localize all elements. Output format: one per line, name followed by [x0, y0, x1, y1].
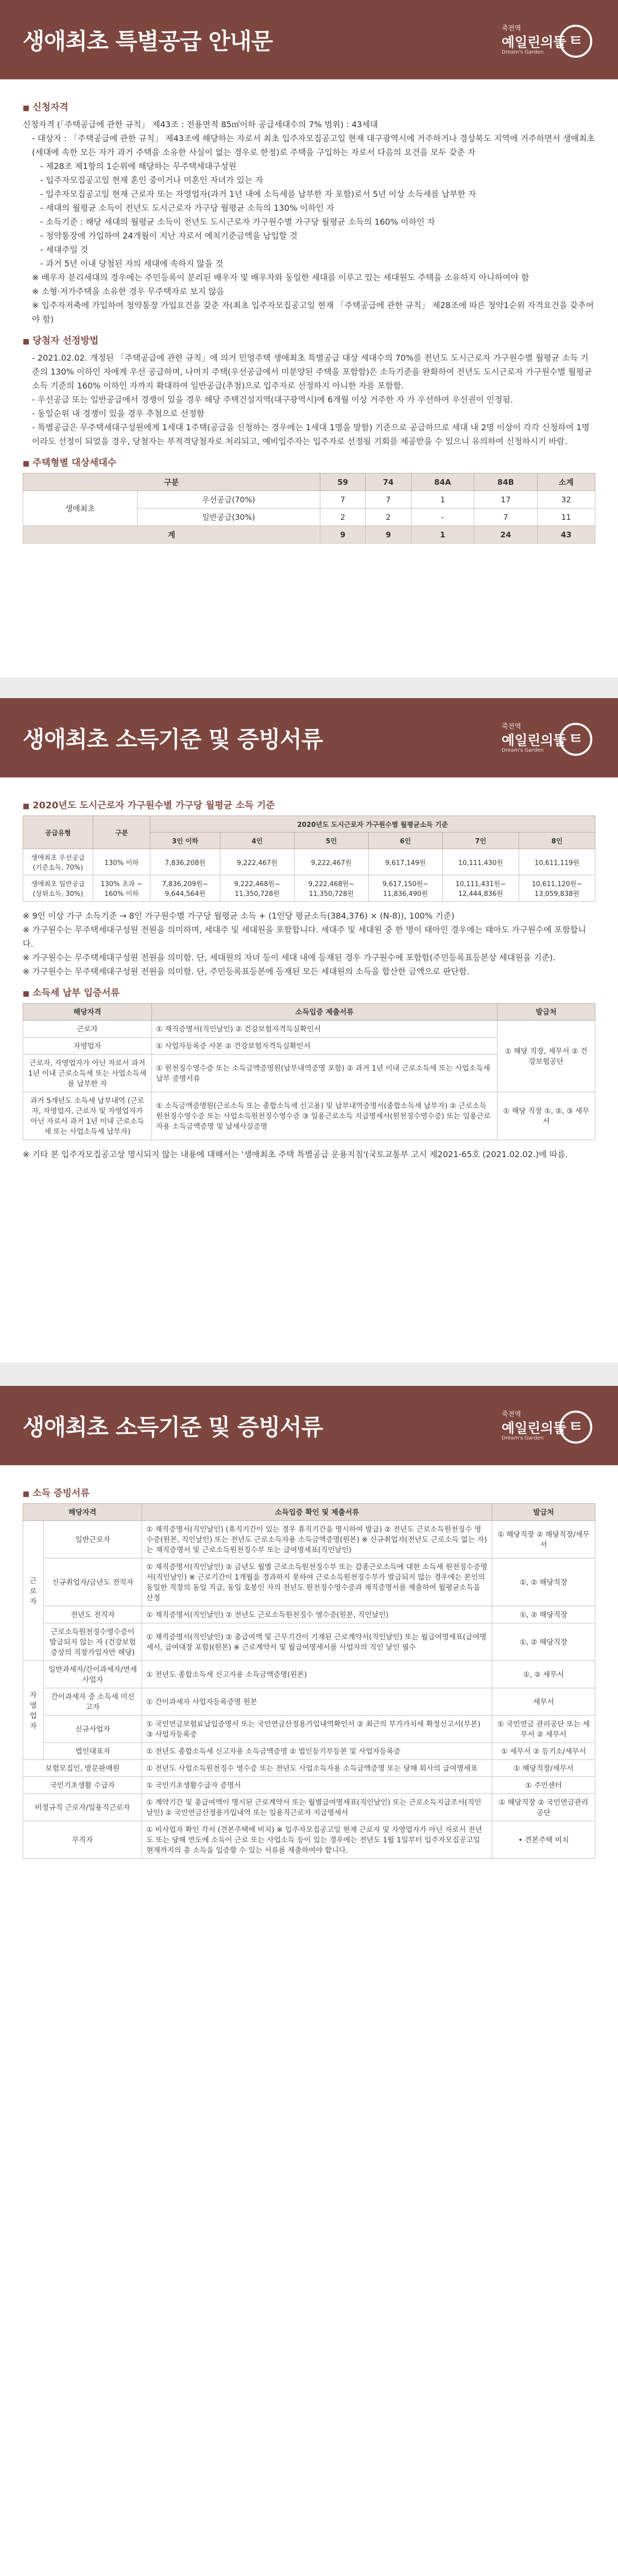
table-row: 일반공급(30%) 2 2 - 7 11 [23, 509, 595, 526]
page-title: 생애최초 소득기준 및 증빙서류 [23, 726, 323, 753]
logo-mark-icon: ㅌ [559, 25, 592, 58]
heading-units: ■ 주택형별 대상세대수 [23, 455, 595, 469]
section-header [0, 1386, 618, 1465]
table-total-row: 계 9 9 1 24 43 [23, 526, 595, 544]
heading-income-table: ■ 2020년도 도시근로자 가구원수별 가구당 월평균 소득 기준 [23, 798, 595, 811]
table-row: 법인대표자 ① 전년도 종합소득세 신고자용 소득금액증명 ② 법인등기부등본 및 사업자등록증 ① 세무서 ② 등기소/세무서 [23, 1743, 595, 1760]
table-row: 전년도 전직자 ① 재직증명서(직인날인) ② 전년도 근로소득원천징수 영수증(원본, 직인날인) ①, ② 해당직장 [23, 1606, 595, 1623]
table-row: 간이과세자 중 소득세 미신고자 ① 간이과세자 사업자등록증명 원본 세무서 [23, 1688, 595, 1716]
table-row: 과거 5개년도 소득세 납부내역 (근로자, 자영업자, 근로자 및 자영업자가 아닌 자로서 과거 1년 이내 근로소득세 또는 사업소득세 납부자) ① 소득금액증명원(근로소득 또는 종합소득세 신고용) 및 납부내역증명서(종합소득세 납부자) ② 근로소득원천징수영수증 또는 사업소득원천징수영수증 ③ 일용근로소득 지급명세서(원천징수영수증) 또는 일용근로자용 소득금액증명 및 납세사실증명 ① 해당 직장 ①, ②, ③ 세무서 [23, 1092, 595, 1140]
income-table: 공급유형 구분 2020년도 도시근로자 가구원수별 월평균소득 기준 3인 이하 4인 5인 6인 7인 8인 생애최초 우선공급 (기준소득, 70%) 130% 이하 7,836,208원 9,222,467원 9,222,467원 9,617,149원 10,111,430원 10,611,119원 생애최초 일반공급 (상위소득, 30%) 130% 초과 ~ 160% 이하 7,836,209원~ 9,644,564원 9,222,468원~ 11,350,728원 9,222,468원~ 11,350,728원 9,617,150원~ 11,836,490원 10,111,431원~ 12,444,836원 10,611,120원~ 13,059,838원 [23, 816, 595, 902]
logo-mark-icon: ㅌ [559, 723, 592, 756]
tax-docs-table: 해당자격 소득입증 제출서류 발급처 근로자 ① 재직증명서(직인날인) ② 건강보험자격득실확인서 ① 해당 직장, 세무서 ② 건강보험공단 자영업자 ① 사업자등록증 사본 ② 건강보험자격득실확인서 근로자, 자영업자가 아닌 자로서 과거 1년 이내 근로소득세 또는 사업소득세를 납부한 자 ① 원천징수영수증 또는 소득금액증명원(납부내역증명 포함) ② 과거 1년 이내 근로소득세 또는 사업소득세 납부 증명서류 과거 5개년도 소득세 납부내역 (근로자, 자영업자, 근로자 및 자영업자가 아닌 자로서 과거 1년 이내 근로소득세 또는 사업소득세 납부자) ① 소득금액증명원(근로소득 또는 종합소득세 신고용) 및 납부내역증명서(종합소득세 납부자) ② 근로소득원천징수영수증 또는 사업소득원천징수영수증 ③ 일용근로소득 지급명세서(원천징수영수증) 또는 일용근로자용 소득금액증명 및 납세사실증명 ① 해당 직장 ①, ②, ③ 세무서 [23, 1003, 595, 1140]
income-docs-table: 해당자격 소득입증 확인 및 제출서류 발급처 근로자 일반근로자 ① 재직증명서(직인날인) (휴직기간이 있는 경우 휴직기간을 명시하여 발급) ② 전년도 근로소득원천징수 영수증(원본, 직인날인) 또는 전년도 근로소득자용 소득금액증명(원본) ※ 신규취업자(전년도 근로소득 없는 자)는 재직증명서 및 근로소득원천징수부 또는 급여명세표(직인날인) ① 해당직장 ② 해당직장/세무서 신규취업자/금년도 전직자 ① 재직증명서(직인날인) ② 금년도 월별 근로소득원천징수부 또는 갑종근로소득에 대한 소득세 원천징수증명서(직인날인) ※ 근로기간이 1개월을 경과하지 못하여 근로소득원천징수부가 발급되지 않는 경우에는 본인의 동일한 직장의 동일 직급, 동일 호봉인 자의 전년도 원천징수영수증과 재직증명서를 제출하여 월평균소득을 산정 ①, ② 해당직장 전년도 전직자 ① 재직증명서(직인날인) ② 전년도 근로소득원천징수 영수증(원본, 직인날인) ①, ② 해당직장 근로소득원천징수영수증이 발급되지 않는 자 (건강보험증상의 직장가입자만 해당) ① 재직증명서(직인날인) ② 총급여액 및 근무기간이 기재된 근로계약서(직인날인) 또는 월급여명세표(급여명세서, 급여대장 포함)(원본) ※ 근로계약서 및 월급여명세서를 사업자의 직인 날인 필수 ①, ② 해당직장 자영업자 일반과세자/간이과세자/면세사업자 ① 전년도 종합소득세 신고자용 소득금액증명(원본) ①, ② 세무서 간이과세자 중 소득세 미신고자 ① 간이과세자 사업자등록증명 원본 세무서 신규사업자 ① 국민연금보험료납입증명서 또는 국민연금산정용가입내역확인서 ② 최근의 부가가치세 확정신고서(부본) ③ 사업자등록증 ① 국민연금 관리공단 또는 세무서 ② 세무서 법인대표자 ① 전년도 종합소득세 신고자용 소득금액증명 ② 법인등기부등본 및 사업자등록증 ① 세무서 ② 등기소/세무서 보험모집인, 방문판매원 ① 전년도 사업소득원천징수 영수증 또는 전년도 사업소득자용 소득금액증명 또는 당해 회사의 급여명세표 ① 해당직장/세무서 국민기초생활 수급자 ① 국민기초생활수급자 증명서 ① 주민센터 비정규직 근로자/일용직근로자 ① 계약기간 및 총급여액이 명시된 근로계약서 또는 월별급여명세표(직인날인) 또는 근로소득지급조서(직인날인) ② 국민연금산정용가입내역 또는 일용직근로자 지급명세서 ① 해당직장 ② 국민연금관리공단 무직자 ① 비사업자 확인 각서 (견본주택에 비치) ※ 입주자모집공고일 현재 근로자 및 자영업자가 아닌 자로서 전년도 또는 당해 연도에 소득이 근로 또는 사업소득 등이 있는 경우에는 전년도 1월 1일부터 입주자모집공고일 현재까지의 총 소득을 입증할 수 있는 서류를 제출하여야 합니다. • 견본주택 비치 [23, 1503, 595, 1859]
table-row: 자영업자 ① 사업자등록증 사본 ② 건강보험자격득실확인서 [23, 1038, 595, 1055]
table-row: 근로자, 자영업자가 아닌 자로서 과거 1년 이내 근로소득세 또는 사업소득세를 납부한 자 ① 원천징수영수증 또는 소득금액증명원(납부내역증명 포함) ② 과거 1년 이내 근로소득세 또는 사업소득세 납부 증명서류 [23, 1055, 595, 1092]
table-row: 근로소득원천징수영수증이 발급되지 않는 자 (건강보험증상의 직장가입자만 해당) ① 재직증명서(직인날인) ② 총급여액 및 근무기간이 기재된 근로계약서(직인날인) 또는 월급여명세표(급여명세서, 급여대장 포함)(원본) ※ 근로계약서 및 월급여명세서를 사업자의 직인 날인 필수 ①, ② 해당직장 [23, 1623, 595, 1661]
footnote: ※ 기타 본 입주자모집공고상 명시되지 않는 내용에 대해서는 '생애최초 주택 특별공급 운용지침'(국토교통부 고시 제2021-65호 (2021.02.02.)에 따름. [23, 1149, 568, 1159]
table-row: 신규취업자/금년도 전직자 ① 재직증명서(직인날인) ② 금년도 월별 근로소득원천징수부 또는 갑종근로소득에 대한 소득세 원천징수증명서(직인날인) ※ 근로기간이 1개월을 경과하지 못하여 근로소득원천징수부가 발급되지 않는 경우에는 본인의 동일한 직장의 동일 직급, 동일 호봉인 자의 전년도 원천징수영수증과 재직증명서를 제출하여 월평균소득을 산정 ①, ② 해당직장 [23, 1558, 595, 1606]
section-header [0, 698, 618, 777]
table-row: 근로자 일반근로자 ① 재직증명서(직인날인) (휴직기간이 있는 경우 휴직기간을 명시하여 발급) ② 전년도 근로소득원천징수 영수증(원본, 직인날인) 또는 전년도 근로소득자용 소득금액증명(원본) ※ 신규취업자(전년도 근로소득 없는 자)는 재직증명서 및 근로소득원천징수부 또는 급여명세표(직인날인) ① 해당직장 ② 해당직장/세무서 [23, 1521, 595, 1558]
brand-logo: 죽전역 예일린의뜰 Dream's Garden ㅌ [496, 1403, 594, 1450]
table-row: 비정규직 근로자/일용직근로자 ① 계약기간 및 총급여액이 명시된 근로계약서 또는 월별급여명세표(직인날인) 또는 근로소득지급조서(직인날인) ② 국민연금산정용가입내역 또는 일용직근로자 지급명세서 ① 해당직장 ② 국민연금관리공단 [23, 1794, 595, 1821]
heading-income-docs: ■ 소득 증빙서류 [23, 1486, 595, 1499]
heading-selection: ■ 당첨자 선정방법 [23, 333, 595, 347]
logo-mark-icon: ㅌ [559, 1411, 592, 1444]
heading-tax-docs: ■ 소득세 납부 입증서류 [23, 986, 595, 999]
page-title: 생애최초 소득기준 및 증빙서류 [23, 1414, 323, 1440]
table-row: 생애최초 우선공급 (기준소득, 70%) 130% 이하 7,836,208원 9,222,467원 9,222,467원 9,617,149원 10,111,430원 10,611,119원 [23, 849, 595, 875]
brand-logo: 죽전역 예일린의뜰 Dream's Garden ㅌ [496, 18, 594, 64]
table-row: 무직자 ① 비사업자 확인 각서 (견본주택에 비치) ※ 입주자모집공고일 현재 근로자 및 자영업자가 아닌 자로서 전년도 또는 당해 연도에 소득이 근로 또는 사업소득 등이 있는 경우에는 전년도 1월 1일부터 입주자모집공고일 현재까지의 총 소득을 입증할 수 있는 서류를 제출하여야 합니다. • 견본주택 비치 [23, 1821, 595, 1859]
table-row: 자영업자 일반과세자/간이과세자/면세사업자 ① 전년도 종합소득세 신고자용 소득금액증명(원본) ①, ② 세무서 [23, 1661, 595, 1688]
units-table: 구분 59 74 84A 84B 소계 생애최초 우선공급(70%) 7 7 1 17 32 일반공급(30%) 2 2 - 7 11 계 9 9 1 24 43 [23, 473, 595, 544]
table-row: 보험모집인, 방문판매원 ① 전년도 사업소득원천징수 영수증 또는 전년도 사업소득자용 소득금액증명 또는 당해 회사의 급여명세표 ① 해당직장/세무서 [23, 1760, 595, 1777]
section-income-docs [0, 1386, 618, 2576]
table-row: 국민기초생활 수급자 ① 국민기초생활수급자 증명서 ① 주민센터 [23, 1777, 595, 1794]
table-row: 생애최초 우선공급(70%) 7 7 1 17 32 [23, 491, 595, 509]
section-notice: 생애최초 특별공급 안내문 죽전역 예일린의뜰 Dream's Garden ㅌ ■ 신청자격 신청자격 (「주택공급에 관한 규칙」 제43조 : 전용면적 85㎡이하 공급세대수의 7% 범위) : 43세대 - 대상자 : 「주택공급에 관한 규칙」 제43조에 해당하는 자로서 최초 입주자모집공고일 현재 대구광역시에 거주하거나 경상북도 지역에 거주하면서 생애최초(세대에 속한 모든 자가 과거 주택을 소유한 사실이 없는 경우로 한정)로 주택을 구입하는 자로서 다음의 요건을 모두 갖춘 자 - 제28조 제1항의 1순위에 해당하는 무주택세대구성원 - 입주자모집공고일 현재 혼인 중이거나 미혼인 자녀가 있는 자 - 입주자모집공고일 현재 근로자 또는 자영업자(과거 1년 내에 소득세를 납부한 자 포함)로서 5년 이상 소득세를 납부한 자 - 세대의 월평균 소득이 전년도 도시근로자 가구당 월평균 소득의 130% 이하인 자 - 소득기준 : 해당 세대의 월평균 소득이 전년도 도시근로자 가구원수별 가구당 월평균 소득의 160% 이하인 자 - 청약통장에 가입하여 24개월이 지난 자로서 예치기준금액을 납입할 것 - 세대주일 것 - 과거 5년 이내 당첨된 자의 세대에 속하지 않을 것 ※ 배우자 분리세대의 경우에는 주민등록이 분리된 배우자 및 배우자와 동일한 세대를 이루고 있는 세대원도 주택을 소유하지 아니하여야 함 ※ 소형·저가주택을 소유한 경우 무주택자로 보지 않음 ※ 입주자저축에 가입하여 청약통장 가입요건을 갖춘 자(최초 입주자모집공고일 현재 「주택공급에 관한 규칙」 제28조에 따른 청약1순위 자격요건을 갖추어야 함) ■ 당첨자 선정방법 - 2021.02.02. 개정된 「주택공급에 관한 규칙」에 의거 민영주택 생애최초 특별공급 대상 세대수의 70%를 전년도 도시근로자 가구원수별 월평균 소득 기준의 130% 이하인 자에게 우선 공급하며, 나머지 주택(우선공급에서 미분양된 주택을 포함함)은 소득기준을 완화하여 전년도 도시근로자 가구원수별 월평균 소득 기준의 160% 이하인 자까지 확대하여 일반공급(추첨)으로 입주자로 선정하지 아니한 자를 포함함. - 우선공급 또는 일반공급에서 경쟁이 있을 경우 해당 주택건설지역(대구광역시)에 6개월 이상 거주한 자 가 우선하여 우선권이 인정됨. - 동일순위 내 경쟁이 있을 경우 추첨으로 선정함 - 특별공급은 무주택세대구성원에게 1세대 1주택(공급을 신청하는 경우에는 1세대 1명을 말함) 기준으로 공급하므로 세대 내 2명 이상이 각각 신청하여 1명이라도 선정이 되었을 경우, 당첨자는 부적격당첨자로 처리되고, 예비입주자는 입주자로 선정될 기회를 제공받을 수 있으니 유의하여 신청하시기 바람. ■ 주택형별 대상세대수 구분 59 74 84A 84B 소계 생애최초 우선공급(70%) 7 7 1 17 32 일반공급(30%) 2 2 - 7 11 계 9 9 1 24 43 [0, 0, 618, 677]
heading-eligibility: ■ 신청자격 [23, 100, 595, 113]
section-income-criteria: 생애최초 소득기준 및 증빙서류 죽전역 예일린의뜰 Dream's Garden ㅌ ■ 2020년도 도시근로자 가구원수별 가구당 월평균 소득 기준 공급유형 구분 2020년도 도시근로자 가구원수별 월평균소득 기준 3인 이하 4인 5인 6인 7인 8인 생애최초 우선공급 (기준소득, 70%) 130% 이하 7,836,208원 9,222,467원 9,222,467원 9,617,149원 10,111,430원 10,611,119원 생애최초 일반공급 (상위소득, 30%) 130% 초과 ~ 160% 이하 7,836,209원~ 9,644,564원 9,222,468원~ 11,350,728원 9,222,468원~ 11,350,728원 9,617,150원~ 11,836,490원 10,111,431원~ 12,444,836원 10,611,120원~ 13,059,838원 ※ 9인 이상 가구 소득기준 → 8인 가구원수별 가구당 월평균 소득 + (1인당 평균소득(384,376) × (N-8)), 100% 기준) ※ 가구원수는 무주택세대구성원 전원을 의미하며, 세대주 및 세대원을 포함합니다. 세대주 및 세대원 중 한 명이 태아인 경우에는 태아도 가구원수에 포함합니다. ※ 가구원수는 무주택세대구성원 전원을 의미함. 단, 세대원의 자녀 등이 세대 내에 등재된 경우 가구원수에 포함함(주민등록표등본상 세대원을 기준). ※ 가구원수는 무주택세대구성원 전원을 의미함. 단, 주민등록표등본에 등재된 모든 세대원의 소득을 합산한 금액으로 판단함. ■ 소득세 납부 입증서류 해당자격 소득입증 제출서류 발급처 근로자 ① 재직증명서(직인날인) ② 건강보험자격득실확인서 ① 해당 직장, 세무서 ② 건강보험공단 자영업자 ① 사업자등록증 사본 ② 건강보험자격득실확인서 근로자, 자영업자가 아닌 자로서 과거 1년 이내 근로소득세 또는 사업소득세를 납부한 자 ① 원천징수영수증 또는 소득금액증명원(납부내역증명 포함) ② 과거 1년 이내 근로소득세 또는 사업소득세 납부 증명서류 과거 5개년도 소득세 납부내역 (근로자, 자영업자, 근로자 및 자영업자가 아닌 자로서 과거 1년 이내 근로소득세 또는 사업소득세 납부자) ① 소득금액증명원(근로소득 또는 종합소득세 신고용) 및 납부내역증명서(종합소득세 납부자) ② 근로소득원천징수영수증 또는 사업소득원천징수영수증 ③ 일용근로소득 지급명세서(원천징수영수증) 또는 일용근로자용 소득금액증명 및 납세사실증명 ① 해당 직장 ①, ②, ③ 세무서 ※ 기타 본 입주자모집공고상 명시되지 않는 내용에 대해서는 '생애최초 주택 특별공급 운용지침'(국토교통부 고시 제2021-65호 (2021.02.02.)에 따름. [0, 698, 618, 1363]
table-row: 신규사업자 ① 국민연금보험료납입증명서 또는 국민연금산정용가입내역확인서 ② 최근의 부가가치세 확정신고서(부본) ③ 사업자등록증 ① 국민연금 관리공단 또는 세무서 ② 세무서 [23, 1716, 595, 1743]
table-row: 생애최초 일반공급 (상위소득, 30%) 130% 초과 ~ 160% 이하 7,836,209원~ 9,644,564원 9,222,468원~ 11,350,728원 9,222,468원~ 11,350,728원 9,617,150원~ 11,836,490원 10,111,431원~ 12,444,836원 10,611,120원~ 13,059,838원 [23, 875, 595, 902]
section-header [0, 0, 618, 79]
table-row: 근로자 ① 재직증명서(직인날인) ② 건강보험자격득실확인서 ① 해당 직장, 세무서 ② 건강보험공단 [23, 1021, 595, 1038]
brand-logo: 죽전역 예일린의뜰 Dream's Garden ㅌ [496, 716, 594, 762]
page-title: 생애최초 특별공급 안내문 [23, 28, 273, 55]
